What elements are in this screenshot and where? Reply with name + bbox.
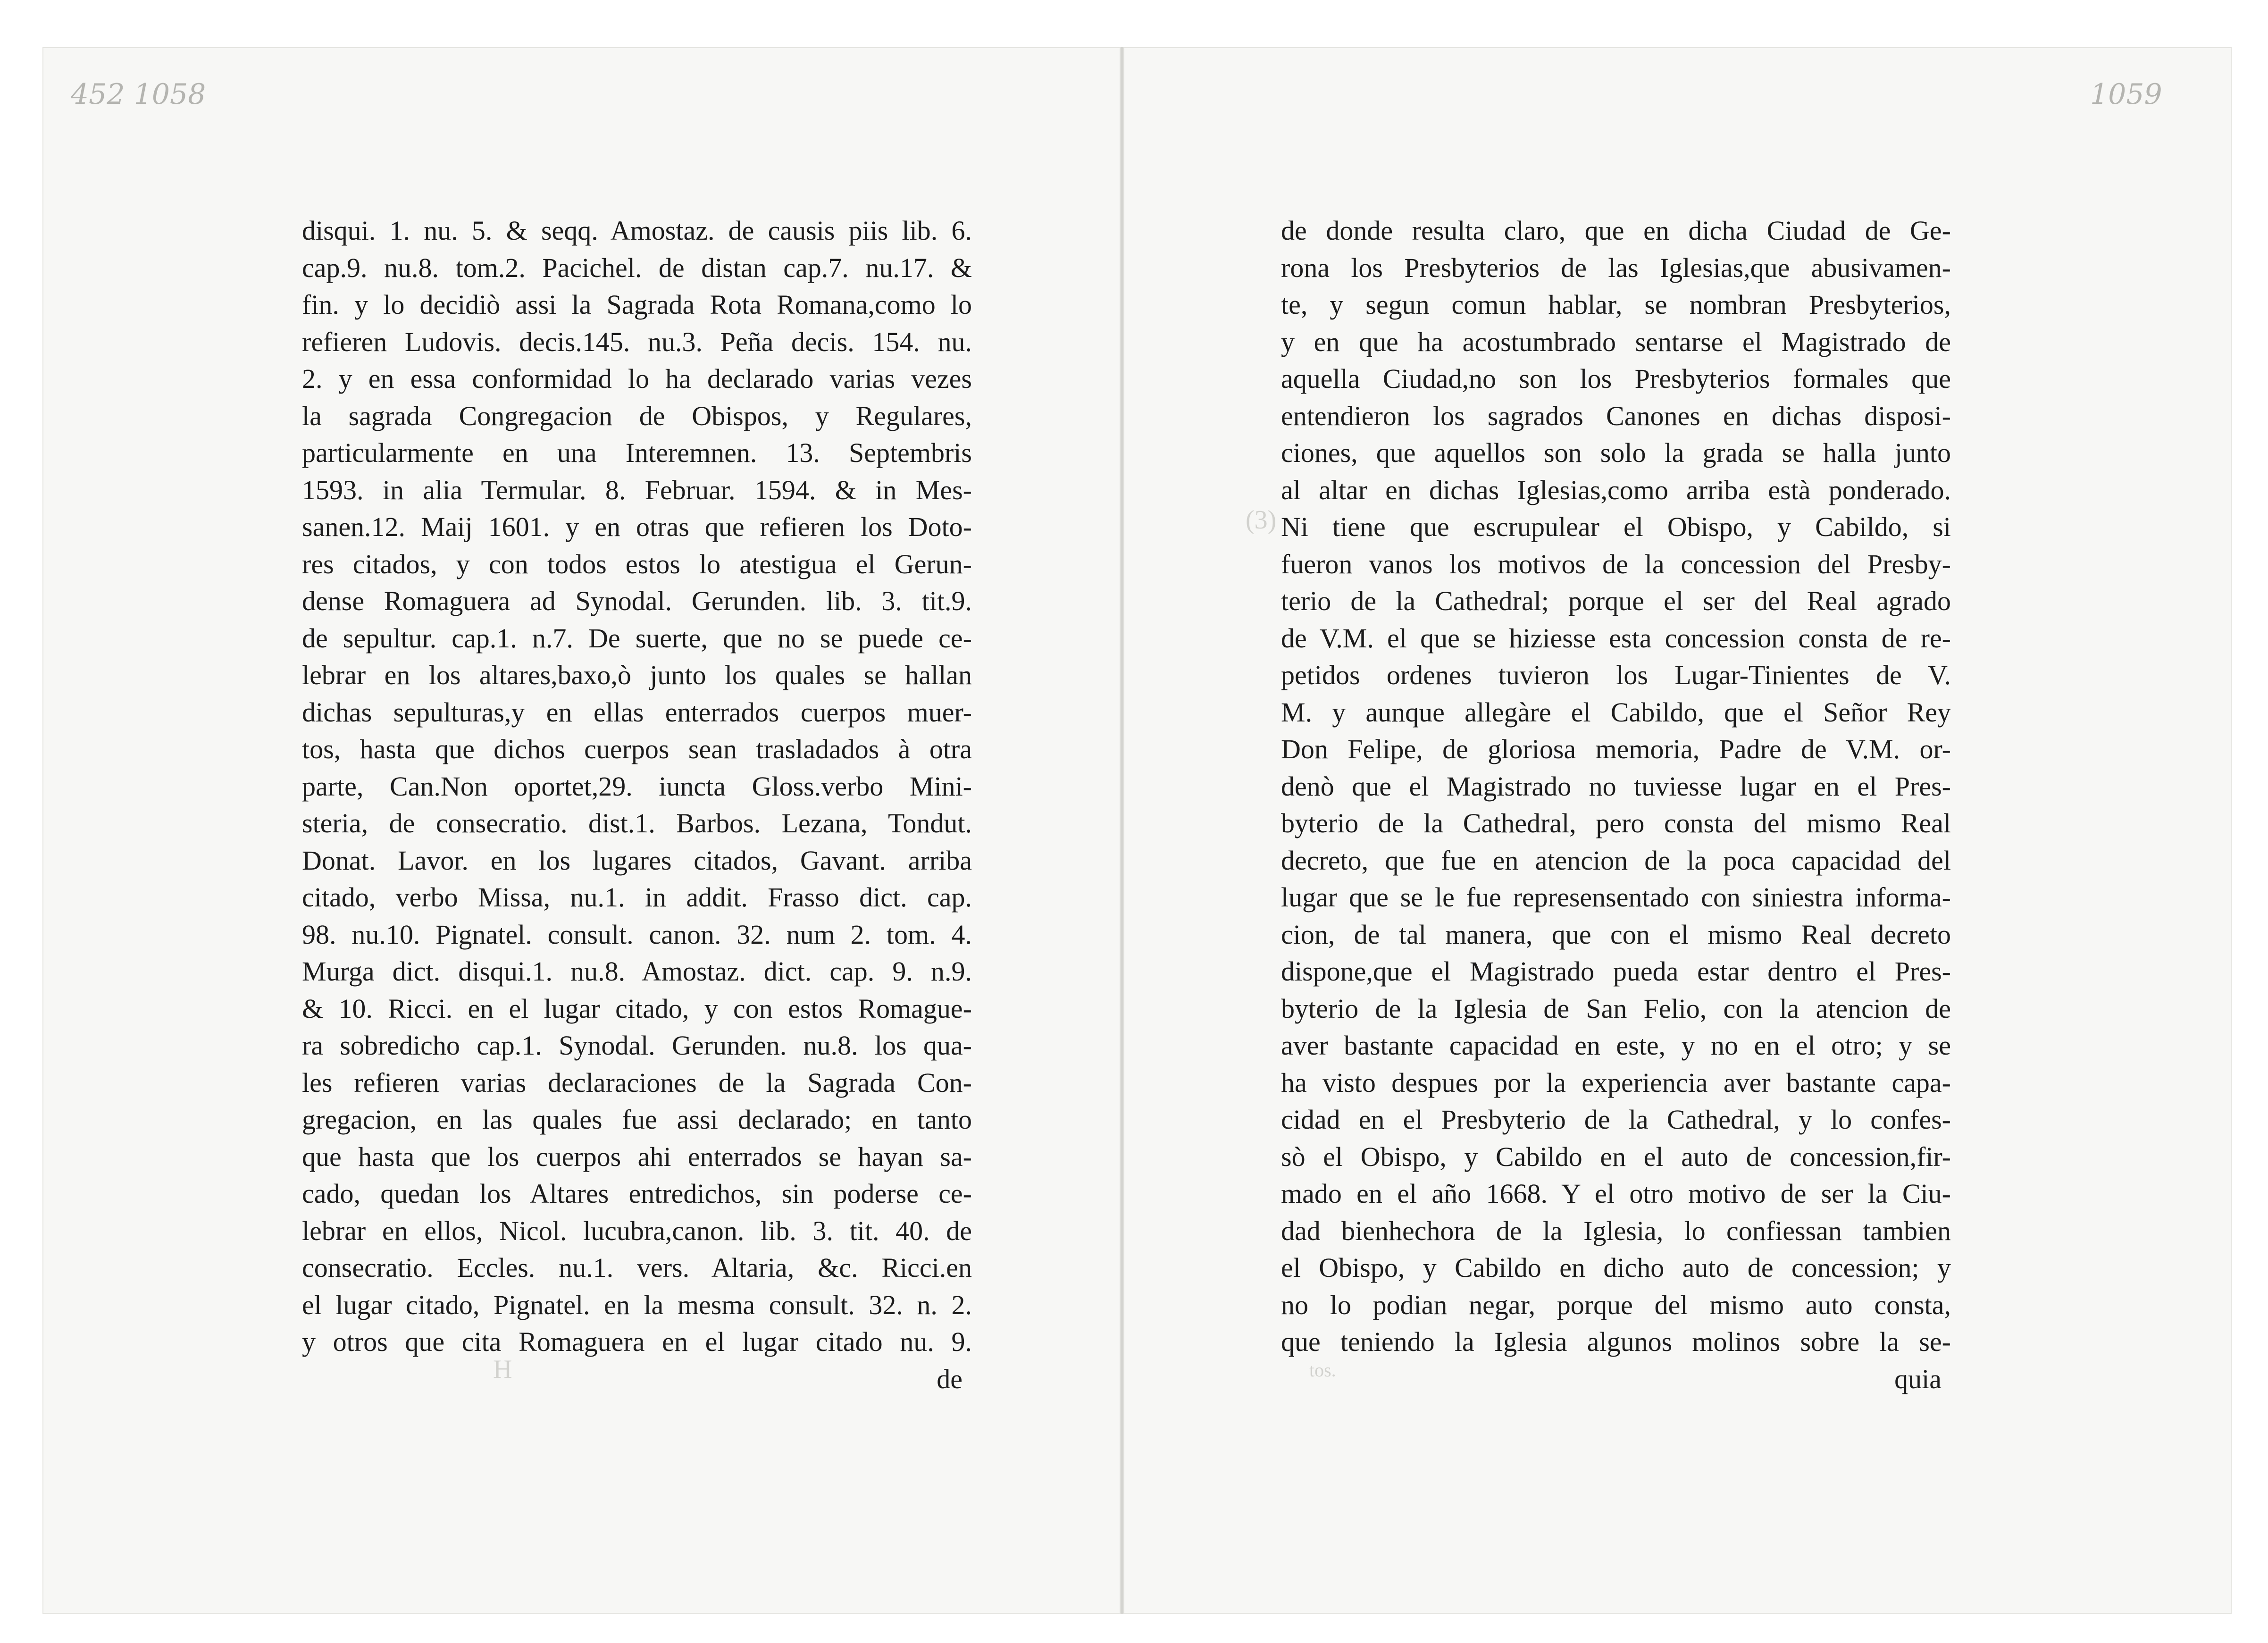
folio-mark-left: 452 1058 bbox=[71, 78, 206, 111]
text-line: lebrar en los altares,baxo,ò junto los quales se hallan bbox=[302, 660, 972, 690]
text-line: que teniendo la Iglesia algunos molinos sobre la se- bbox=[1281, 1326, 1951, 1357]
text-line: cidad en el Presbyterio de la Cathedral, y lo confes- bbox=[1281, 1104, 1951, 1135]
text-line: consecratio. Eccles. nu.1. vers. Altaria, &c. Ricci.en bbox=[302, 1252, 972, 1283]
text-line: gregacion, en las quales fue assi declarado; en tanto bbox=[302, 1104, 972, 1135]
text-line: petidos ordenes tuvieron los Lugar-Tinientes de V. bbox=[1281, 660, 1951, 690]
faint-mark-left: H bbox=[493, 1355, 512, 1384]
text-line: Don Felipe, de gloriosa memoria, Padre de V.M. or- bbox=[1281, 734, 1951, 764]
text-line: dense Romaguera ad Synodal. Gerunden. lib. 3. tit.9. bbox=[302, 586, 972, 616]
text-line: cado, quedan los Altares entredichos, sin poderse ce- bbox=[302, 1178, 972, 1209]
text-line: ha visto despues por la experiencia aver bastante capa- bbox=[1281, 1067, 1951, 1098]
text-line: steria, de consecratio. dist.1. Barbos. Lezana, Tondut. bbox=[302, 808, 972, 838]
text-line: lebrar en ellos, Nicol. lucubra,canon. lib. 3. tit. 40. de bbox=[302, 1215, 972, 1246]
text-line: Murga dict. disqui.1. nu.8. Amostaz. dict. cap. 9. n.9. bbox=[302, 956, 972, 987]
text-line: 98. nu.10. Pignatel. consult. canon. 32. num 2. tom. 4. bbox=[302, 919, 972, 950]
faint-mark-bottom: tos. bbox=[1309, 1359, 1336, 1381]
text-line: decreto, que fue en atencion de la poca capacidad del bbox=[1281, 845, 1951, 876]
text-line: dad bienhechora de la Iglesia, lo confiessan tambien bbox=[1281, 1215, 1951, 1246]
text-line: ra sobredicho cap.1. Synodal. Gerunden. nu.8. los qua- bbox=[302, 1030, 972, 1061]
text-line: 2. y en essa conformidad lo ha declarado varias vezes bbox=[302, 363, 972, 394]
text-line: refieren Ludovis. decis.145. nu.3. Peña decis. 154. nu. bbox=[302, 326, 972, 357]
text-line: dichas sepulturas,y en ellas enterrados cuerpos muer- bbox=[302, 696, 972, 728]
text-line: cap.9. nu.8. tom.2. Pacichel. de distan cap.7. nu.17. & bbox=[302, 252, 972, 283]
text-line: fin. y lo decidiò assi la Sagrada Rota Romana,como lo bbox=[302, 289, 972, 320]
text-line: entendieron los sagrados Canones en dichas disposi- bbox=[1281, 400, 1951, 431]
text-line: parte, Can.Non oportet,29. iuncta Gloss.verbo Mini- bbox=[302, 771, 972, 802]
text-line: ciones, que aquellos son solo la grada se halla junto bbox=[1281, 437, 1951, 468]
text-line: al altar en dichas Iglesias,como arriba està ponderado. bbox=[1281, 474, 1951, 505]
text-line: citado, verbo Missa, nu.1. in addit. Frasso dict. cap. bbox=[302, 882, 972, 913]
text-line: byterio de la Iglesia de San Felio, con la atencion de bbox=[1281, 993, 1951, 1024]
text-line: fueron vanos los motivos de la concession del Presby- bbox=[1281, 548, 1951, 579]
text-line: rona los Presbyterios de las Iglesias,que abusivamen- bbox=[1281, 252, 1951, 283]
text-line: cion, de tal manera, que con el mismo Real decreto bbox=[1281, 919, 1951, 950]
text-line: M. y aunque allegàre el Cabildo, que el Señor Rey bbox=[1281, 696, 1951, 728]
text-line: el Obispo, y Cabildo en dicho auto de concession; y bbox=[1281, 1252, 1951, 1283]
left-page-text bbox=[302, 212, 972, 1398]
text-line: disqui. 1. nu. 5. & seqq. Amostaz. de causis piis lib. 6. bbox=[302, 215, 972, 246]
text-line: de donde resulta claro, que en dicha Ciudad de Ge- bbox=[1281, 215, 1951, 246]
text-line: & 10. Ricci. en el lugar citado, y con estos Romague- bbox=[302, 993, 972, 1024]
catchword: de bbox=[937, 1363, 962, 1394]
text-line: y otros que cita Romaguera en el lugar citado nu. 9. bbox=[302, 1326, 972, 1357]
text-line: la sagrada Congregacion de Obispos, y Regulares, bbox=[302, 400, 972, 431]
text-line: terio de la Cathedral; porque el ser del Real agrado bbox=[1281, 586, 1951, 616]
text-line: tos, hasta que dichos cuerpos sean trasladados à otra bbox=[302, 734, 972, 764]
text-line: Donat. Lavor. en los lugares citados, Gavant. arriba bbox=[302, 845, 972, 876]
text-line: que hasta que los cuerpos ahi enterrados se hayan sa- bbox=[302, 1141, 972, 1172]
text-line: denò que el Magistrado no tuviesse lugar en el Pres- bbox=[1281, 771, 1951, 802]
text-line: les refieren varias declaraciones de la Sagrada Con- bbox=[302, 1067, 972, 1098]
text-line: de sepultur. cap.1. n.7. De suerte, que no se puede ce- bbox=[302, 622, 972, 654]
text-line: Ni tiene que escrupulear el Obispo, y Cabildo, si bbox=[1281, 511, 1951, 542]
faint-mark-margin: (3) bbox=[1246, 505, 1277, 535]
text-line: no lo podian negar, porque del mismo auto consta, bbox=[1281, 1289, 1951, 1320]
text-line: te, y segun comun hablar, se nombran Presbyterios, bbox=[1281, 289, 1951, 320]
right-page-text bbox=[1281, 212, 1951, 1398]
catchword: quia bbox=[1894, 1363, 1942, 1394]
book-gutter bbox=[1120, 47, 1124, 1614]
text-line: aver bastante capacidad en este, y no en el otro; y se bbox=[1281, 1030, 1951, 1061]
text-line: sò el Obispo, y Cabildo en el auto de concession,fir- bbox=[1281, 1141, 1951, 1172]
text-line: res citados, y con todos estos lo atestigua el Gerun- bbox=[302, 548, 972, 579]
text-line: sanen.12. Maij 1601. y en otras que refieren los Doto- bbox=[302, 511, 972, 542]
text-line: de V.M. el que se hiziesse esta concession consta de re- bbox=[1281, 622, 1951, 654]
text-line: dispone,que el Magistrado pueda estar dentro el Pres- bbox=[1281, 956, 1951, 987]
text-line: lugar que se le fue represensentado con siniestra informa- bbox=[1281, 882, 1951, 913]
folio-mark-right: 1059 bbox=[2090, 78, 2162, 111]
text-line: y en que ha acostumbrado sentarse el Magistrado de bbox=[1281, 326, 1951, 357]
text-line: mado en el año 1668. Y el otro motivo de ser la Ciu- bbox=[1281, 1178, 1951, 1209]
text-line: aquella Ciudad,no son los Presbyterios formales que bbox=[1281, 363, 1951, 394]
text-line: el lugar citado, Pignatel. en la mesma consult. 32. n. 2. bbox=[302, 1289, 972, 1320]
text-line: 1593. in alia Termular. 8. Februar. 1594. & in Mes- bbox=[302, 474, 972, 505]
text-line: particularmente en una Interemnen. 13. Septembris bbox=[302, 437, 972, 468]
text-line: byterio de la Cathedral, pero consta del mismo Real bbox=[1281, 808, 1951, 838]
